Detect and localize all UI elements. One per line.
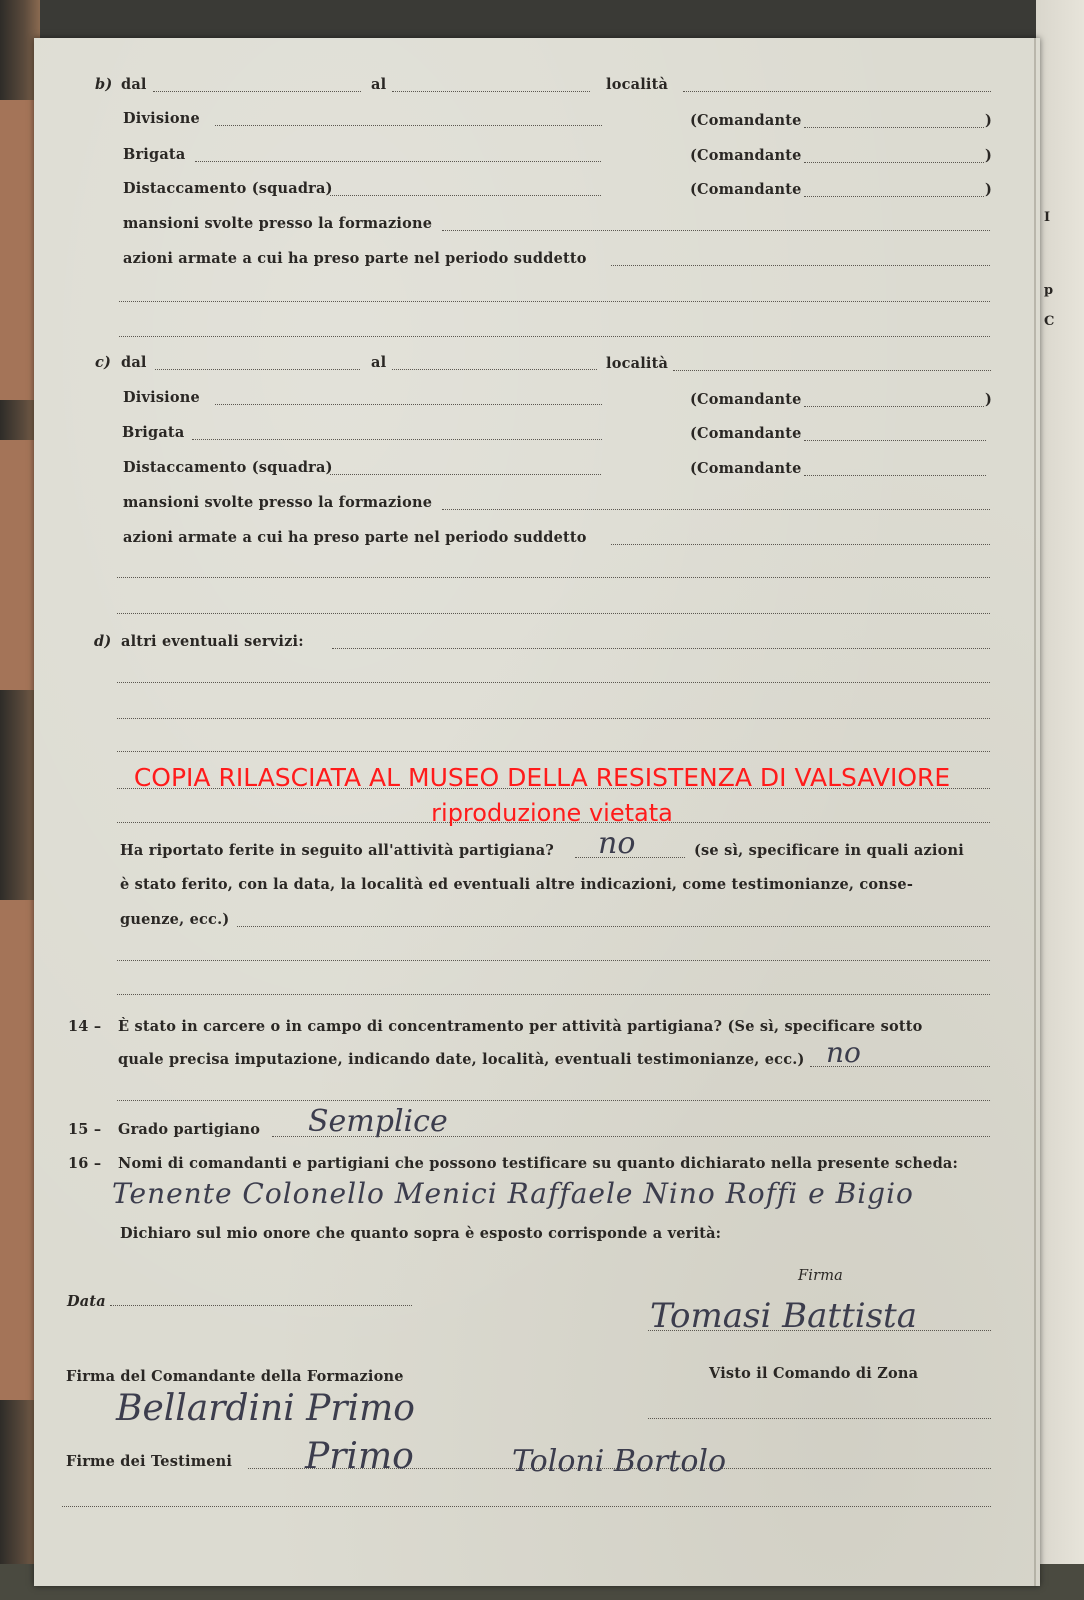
section-c-comandante-3-field[interactable] [804, 475, 986, 476]
watermark-line-1: COPIA RILASCIATA AL MUSEO DELLA RESISTENZA DI VALSAVIORE [133, 763, 951, 792]
section-b-paren-1: ) [985, 112, 993, 129]
section-b-brigata-field[interactable] [195, 161, 601, 162]
section-b-comandante-1-field[interactable] [804, 127, 984, 128]
comandante-label: Firma del Comandante della Formazione [66, 1368, 404, 1385]
visto-label: Visto il Comando di Zona [709, 1365, 919, 1382]
section-c-distaccamento: Distaccamento (squadra) [123, 459, 333, 476]
section-b-localita-field[interactable] [683, 91, 991, 92]
section-c-comandante-1-field[interactable] [804, 406, 984, 407]
visto-field[interactable] [648, 1418, 991, 1419]
section-c-paren-1: ) [985, 391, 993, 408]
question-16-number: 16 – [68, 1155, 102, 1172]
data-label: Data [67, 1293, 106, 1310]
section-b-azioni: azioni armate a cui ha preso parte nel periodo suddetto [123, 250, 587, 267]
ferite-question-line-2: è stato ferito, con la data, la località ed eventuali altre indicazioni, come testimonianze, conse- [120, 876, 914, 893]
comandante-signature: Bellardini Primo [116, 1388, 415, 1429]
ferite-field[interactable] [237, 926, 990, 927]
question-16-label: Nomi di comandanti e partigiani che possono testificare su quanto dichiarato nella presente scheda: [118, 1155, 959, 1172]
section-c-distaccamento-field[interactable] [330, 474, 601, 475]
section-b-azioni-field-2[interactable] [119, 301, 990, 302]
question-16-answer: Tenente Colonello Menici Raffaele Nino Roffi e Bigio [112, 1177, 914, 1210]
edge-fragment-1: I [1044, 210, 1051, 225]
section-b-paren-3: ) [985, 181, 993, 198]
section-d-field[interactable] [332, 648, 990, 649]
section-b-al-field[interactable] [392, 91, 590, 92]
declaration-text: Dichiaro sul mio onore che quanto sopra è esposto corrisponde a verità: [120, 1225, 722, 1242]
section-c-brigata: Brigata [122, 424, 185, 441]
section-c-azioni-field-2[interactable] [117, 577, 990, 578]
section-b-comandante-2: (Comandante [690, 147, 802, 164]
section-b-comandante-2-field[interactable] [804, 162, 984, 163]
ferite-answer: no [598, 826, 636, 861]
section-b-mansioni: mansioni svolte presso la formazione [123, 215, 433, 232]
testimoni-label: Firme dei Testimeni [66, 1453, 233, 1470]
question-14-field-2[interactable] [117, 1100, 990, 1101]
section-b-azioni-field-3[interactable] [119, 336, 990, 337]
section-b-azioni-field[interactable] [611, 265, 990, 266]
section-b-al: al [371, 76, 387, 93]
section-b-comandante-3-field[interactable] [804, 196, 984, 197]
section-c-azioni: azioni armate a cui ha preso parte nel periodo suddetto [123, 529, 587, 546]
section-b-localita: località [606, 76, 669, 93]
section-d-label: altri eventuali servizi: [121, 633, 304, 650]
section-b-paren-2: ) [985, 147, 993, 164]
section-c-mansioni: mansioni svolte presso la formazione [123, 494, 433, 511]
question-15-number: 15 – [68, 1121, 102, 1138]
edge-fragment-2: p [1044, 283, 1054, 298]
section-c-marker: c) [95, 354, 112, 371]
testimone-2-signature: Toloni Bortolo [512, 1444, 727, 1479]
section-b-marker: b) [95, 76, 113, 93]
section-c-al: al [371, 354, 387, 371]
watermark-line-2: riproduzione vietata [431, 799, 673, 827]
ferite-question-text: Ha riportato ferite in seguito all'attività partigiana? [120, 842, 555, 859]
section-c-mansioni-field[interactable] [442, 509, 990, 510]
ferite-question-line-3: guenze, ecc.) [120, 911, 230, 928]
section-c-comandante-2: (Comandante [690, 425, 802, 442]
section-c-localita: località [606, 355, 669, 372]
section-c-dal-field[interactable] [155, 369, 360, 370]
section-b-distaccamento: Distaccamento (squadra) [123, 180, 333, 197]
section-c-comandante-1: (Comandante [690, 391, 802, 408]
section-c-divisione-field[interactable] [215, 404, 602, 405]
data-field[interactable] [110, 1305, 412, 1306]
testimone-1-signature: Primo [305, 1436, 414, 1477]
question-15-answer: Semplice [308, 1104, 448, 1139]
section-b-distaccamento-field[interactable] [330, 195, 601, 196]
ferite-field-3[interactable] [117, 994, 990, 995]
edge-fragment-3: C [1044, 314, 1055, 329]
section-b-comandante-3: (Comandante [690, 181, 802, 198]
ferite-question-instruction: (se sì, specificare in quali azioni [694, 842, 964, 859]
section-b-comandante-1: (Comandante [690, 112, 802, 129]
section-b-dal-field[interactable] [153, 91, 361, 92]
section-d-marker: d) [94, 633, 112, 650]
firma-label: Firma [798, 1268, 844, 1284]
section-c-al-field[interactable] [392, 369, 597, 370]
question-14-line-2: quale precisa imputazione, indicando date, località, eventuali testimonianze, ecc.) [118, 1051, 805, 1068]
section-b-divisione: Divisione [123, 110, 200, 127]
question-14-answer: no [826, 1036, 861, 1069]
question-15-label: Grado partigiano [118, 1121, 261, 1138]
testimoni-field-2[interactable] [62, 1506, 991, 1507]
section-b-dal: dal [121, 76, 147, 93]
firma-signature: Tomasi Battista [650, 1296, 917, 1336]
section-b-divisione-field[interactable] [215, 125, 602, 126]
section-c-comandante-2-field[interactable] [804, 440, 986, 441]
question-14-number: 14 – [68, 1018, 102, 1035]
section-d-field-2[interactable] [117, 682, 990, 683]
section-d-field-4[interactable] [117, 751, 990, 752]
section-c-divisione: Divisione [123, 389, 200, 406]
section-c-comandante-3: (Comandante [690, 460, 802, 477]
section-c-dal: dal [121, 354, 147, 371]
ferite-field-2[interactable] [117, 960, 990, 961]
section-c-localita-field[interactable] [673, 370, 991, 371]
section-c-brigata-field[interactable] [192, 439, 602, 440]
section-b-brigata: Brigata [123, 146, 186, 163]
section-c-azioni-field-3[interactable] [117, 613, 990, 614]
section-d-field-3[interactable] [117, 718, 990, 719]
section-b-mansioni-field[interactable] [442, 230, 990, 231]
question-14-line-1: È stato in carcere o in campo di concentramento per attività partigiana? (Se sì, specificare sotto [118, 1018, 923, 1035]
section-c-azioni-field[interactable] [611, 544, 990, 545]
